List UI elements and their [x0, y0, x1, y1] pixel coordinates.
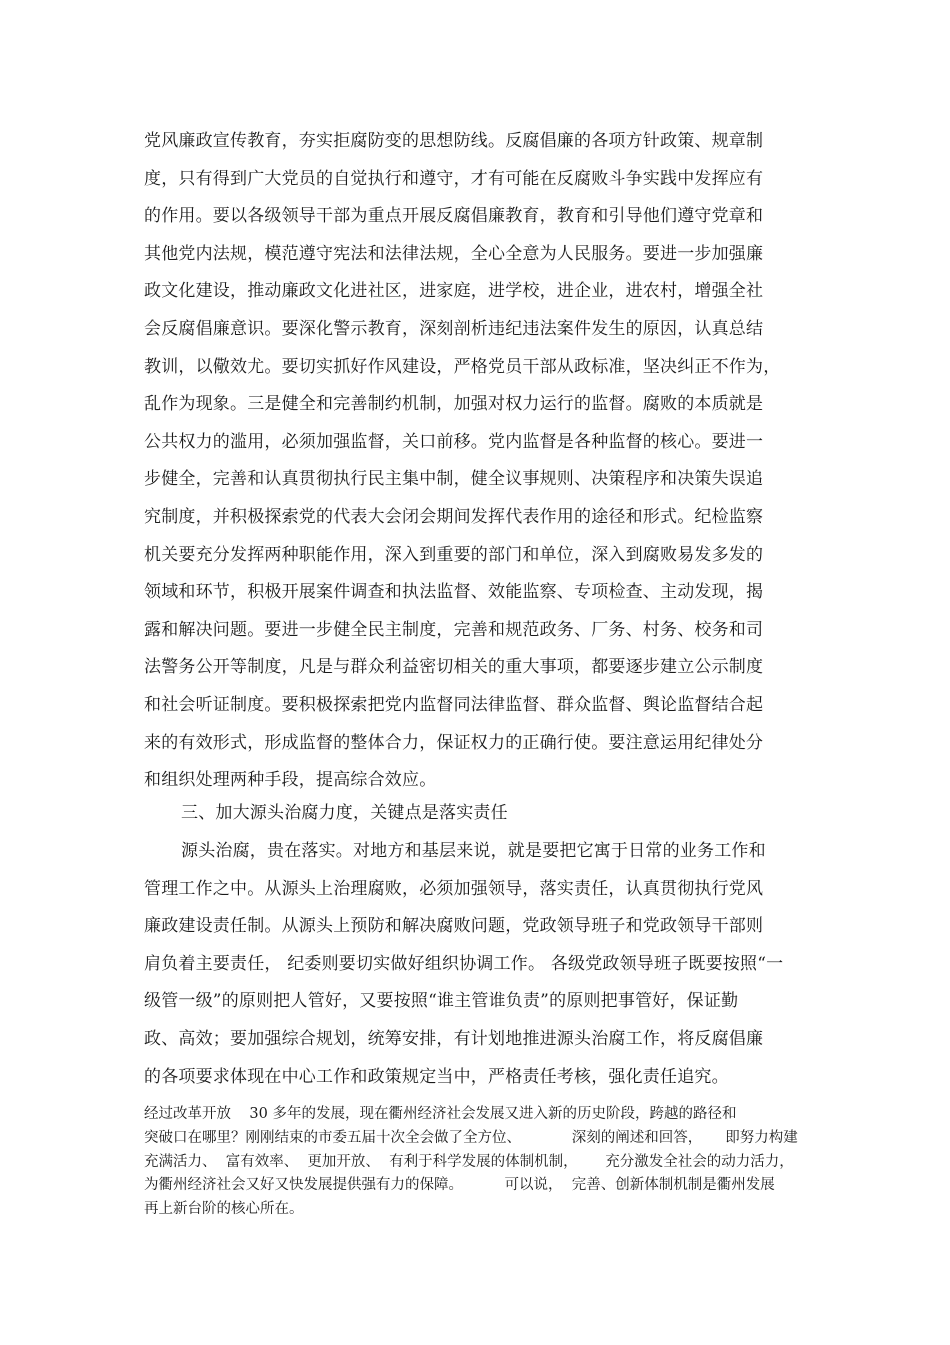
- section-line: 肩负着主要责任， 纪委则要切实做好组织协调工作。 各级党政领导班子既要按照“一: [144, 953, 784, 974]
- body-line: 机关要充分发挥两种职能作用，深入到重要的部门和单位，深入到腐败易发多发的: [144, 544, 764, 565]
- section-line: 级管一级”的原则把人管好，又要按照“谁主管谁负责”的原则把事管好，保证勤: [144, 991, 739, 1012]
- body-line: 教训，以儆效尤。要切实抓好作风建设，严格党员干部从政标准，坚决纠正不作为，: [144, 356, 781, 377]
- section-heading: 三、加大源头治腐力度，关键点是落实责任: [181, 803, 508, 823]
- body-line: 其他党内法规，模范遵守宪法和法律法规，全心全意为人民服务。要进一步加强廉: [144, 243, 764, 264]
- footer-line: 为衢州经济社会又好又快发展提供强有力的保障。 可以说， 完善、创新体制机制是衢州发展: [144, 1177, 775, 1194]
- body-line: 和社会听证制度。要积极探索把党内监督同法律监督、群众监督、舆论监督结合起: [144, 695, 764, 715]
- section-line: 廉政建设责任制。从源头上预防和解决腐败问题，党政领导班子和党政领导干部则: [144, 916, 764, 937]
- footer-line: 充满活力、 富有效率、 更加开放、 有利于科学发展的体制机制， 充分激发全社会的动力活力，: [144, 1153, 794, 1170]
- body-line: 度，只有得到广大党员的自觉执行和遵守，才有可能在反腐败斗争实践中发挥应有: [144, 168, 764, 189]
- body-line: 政文化建设，推动廉政文化进社区，进家庭，进学校，进企业，进农村，增强全社: [144, 281, 764, 302]
- body-line: 和组织处理两种手段，提高综合效应。: [144, 770, 437, 791]
- section-line: 政、高效；要加强综合规划，统筹安排，有计划地推进源头治腐工作，将反腐倡廉: [144, 1029, 764, 1049]
- body-line: 会反腐倡廉意识。要深化警示教育，深刻剖析违纪违法案件发生的原因，认真总结: [144, 319, 764, 339]
- body-line: 究制度，并积极探索党的代表大会闭会期间发挥代表作用的途径和形式。纪检监察: [144, 507, 764, 527]
- footer-line: 突破口在哪里？刚刚结束的市委五届十次全会做了全方位、 深刻的阐述和回答， 即努力构建: [144, 1129, 798, 1146]
- body-line: 领域和环节，积极开展案件调查和执法监督、效能监察、专项检查、主动发现，揭: [144, 582, 764, 603]
- body-line: 公共权力的滥用，必须加强监督，关口前移。党内监督是各种监督的核心。要进一: [144, 431, 764, 452]
- body-line: 露和解决问题。要进一步健全民主制度，完善和规范政务、厂务、村务、校务和司: [144, 619, 764, 640]
- footer-line: 再上新台阶的核心所在。: [144, 1201, 304, 1218]
- section-line: 管理工作之中。从源头上治理腐败，必须加强领导，落实责任，认真贯彻执行党风: [144, 878, 764, 899]
- body-line: 乱作为现象。三是健全和完善制约机制，加强对权力运行的监督。腐败的本质就是: [144, 394, 764, 415]
- body-line: 的作用。要以各级领导干部为重点开展反腐倡廉教育，教育和引导他们遵守党章和: [144, 206, 764, 227]
- body-line: 党风廉政宣传教育，夯实拒腐防变的思想防线。反腐倡廉的各项方针政策、规章制: [144, 131, 764, 151]
- body-line: 步健全，完善和认真贯彻执行民主集中制，健全议事规则、决策程序和决策失误追: [144, 469, 764, 490]
- section-line: 源头治腐，贵在落实。对地方和基层来说，就是要把它寓于日常的业务工作和: [181, 841, 766, 861]
- footer-line: 经过改革开放 30 多年的发展，现在衢州经济社会发展又进入新的历史阶段，跨越的路径和: [144, 1106, 737, 1122]
- section-line: 的各项要求体现在中心工作和政策规定当中，严格责任考核，强化责任追究。: [144, 1066, 729, 1087]
- body-line: 来的有效形式，形成监督的整体合力，保证权力的正确行使。要注意运用纪律处分: [144, 732, 764, 753]
- body-line: 法警务公开等制度，凡是与群众利益密切相关的重大事项，都要逐步建立公示制度: [144, 657, 764, 678]
